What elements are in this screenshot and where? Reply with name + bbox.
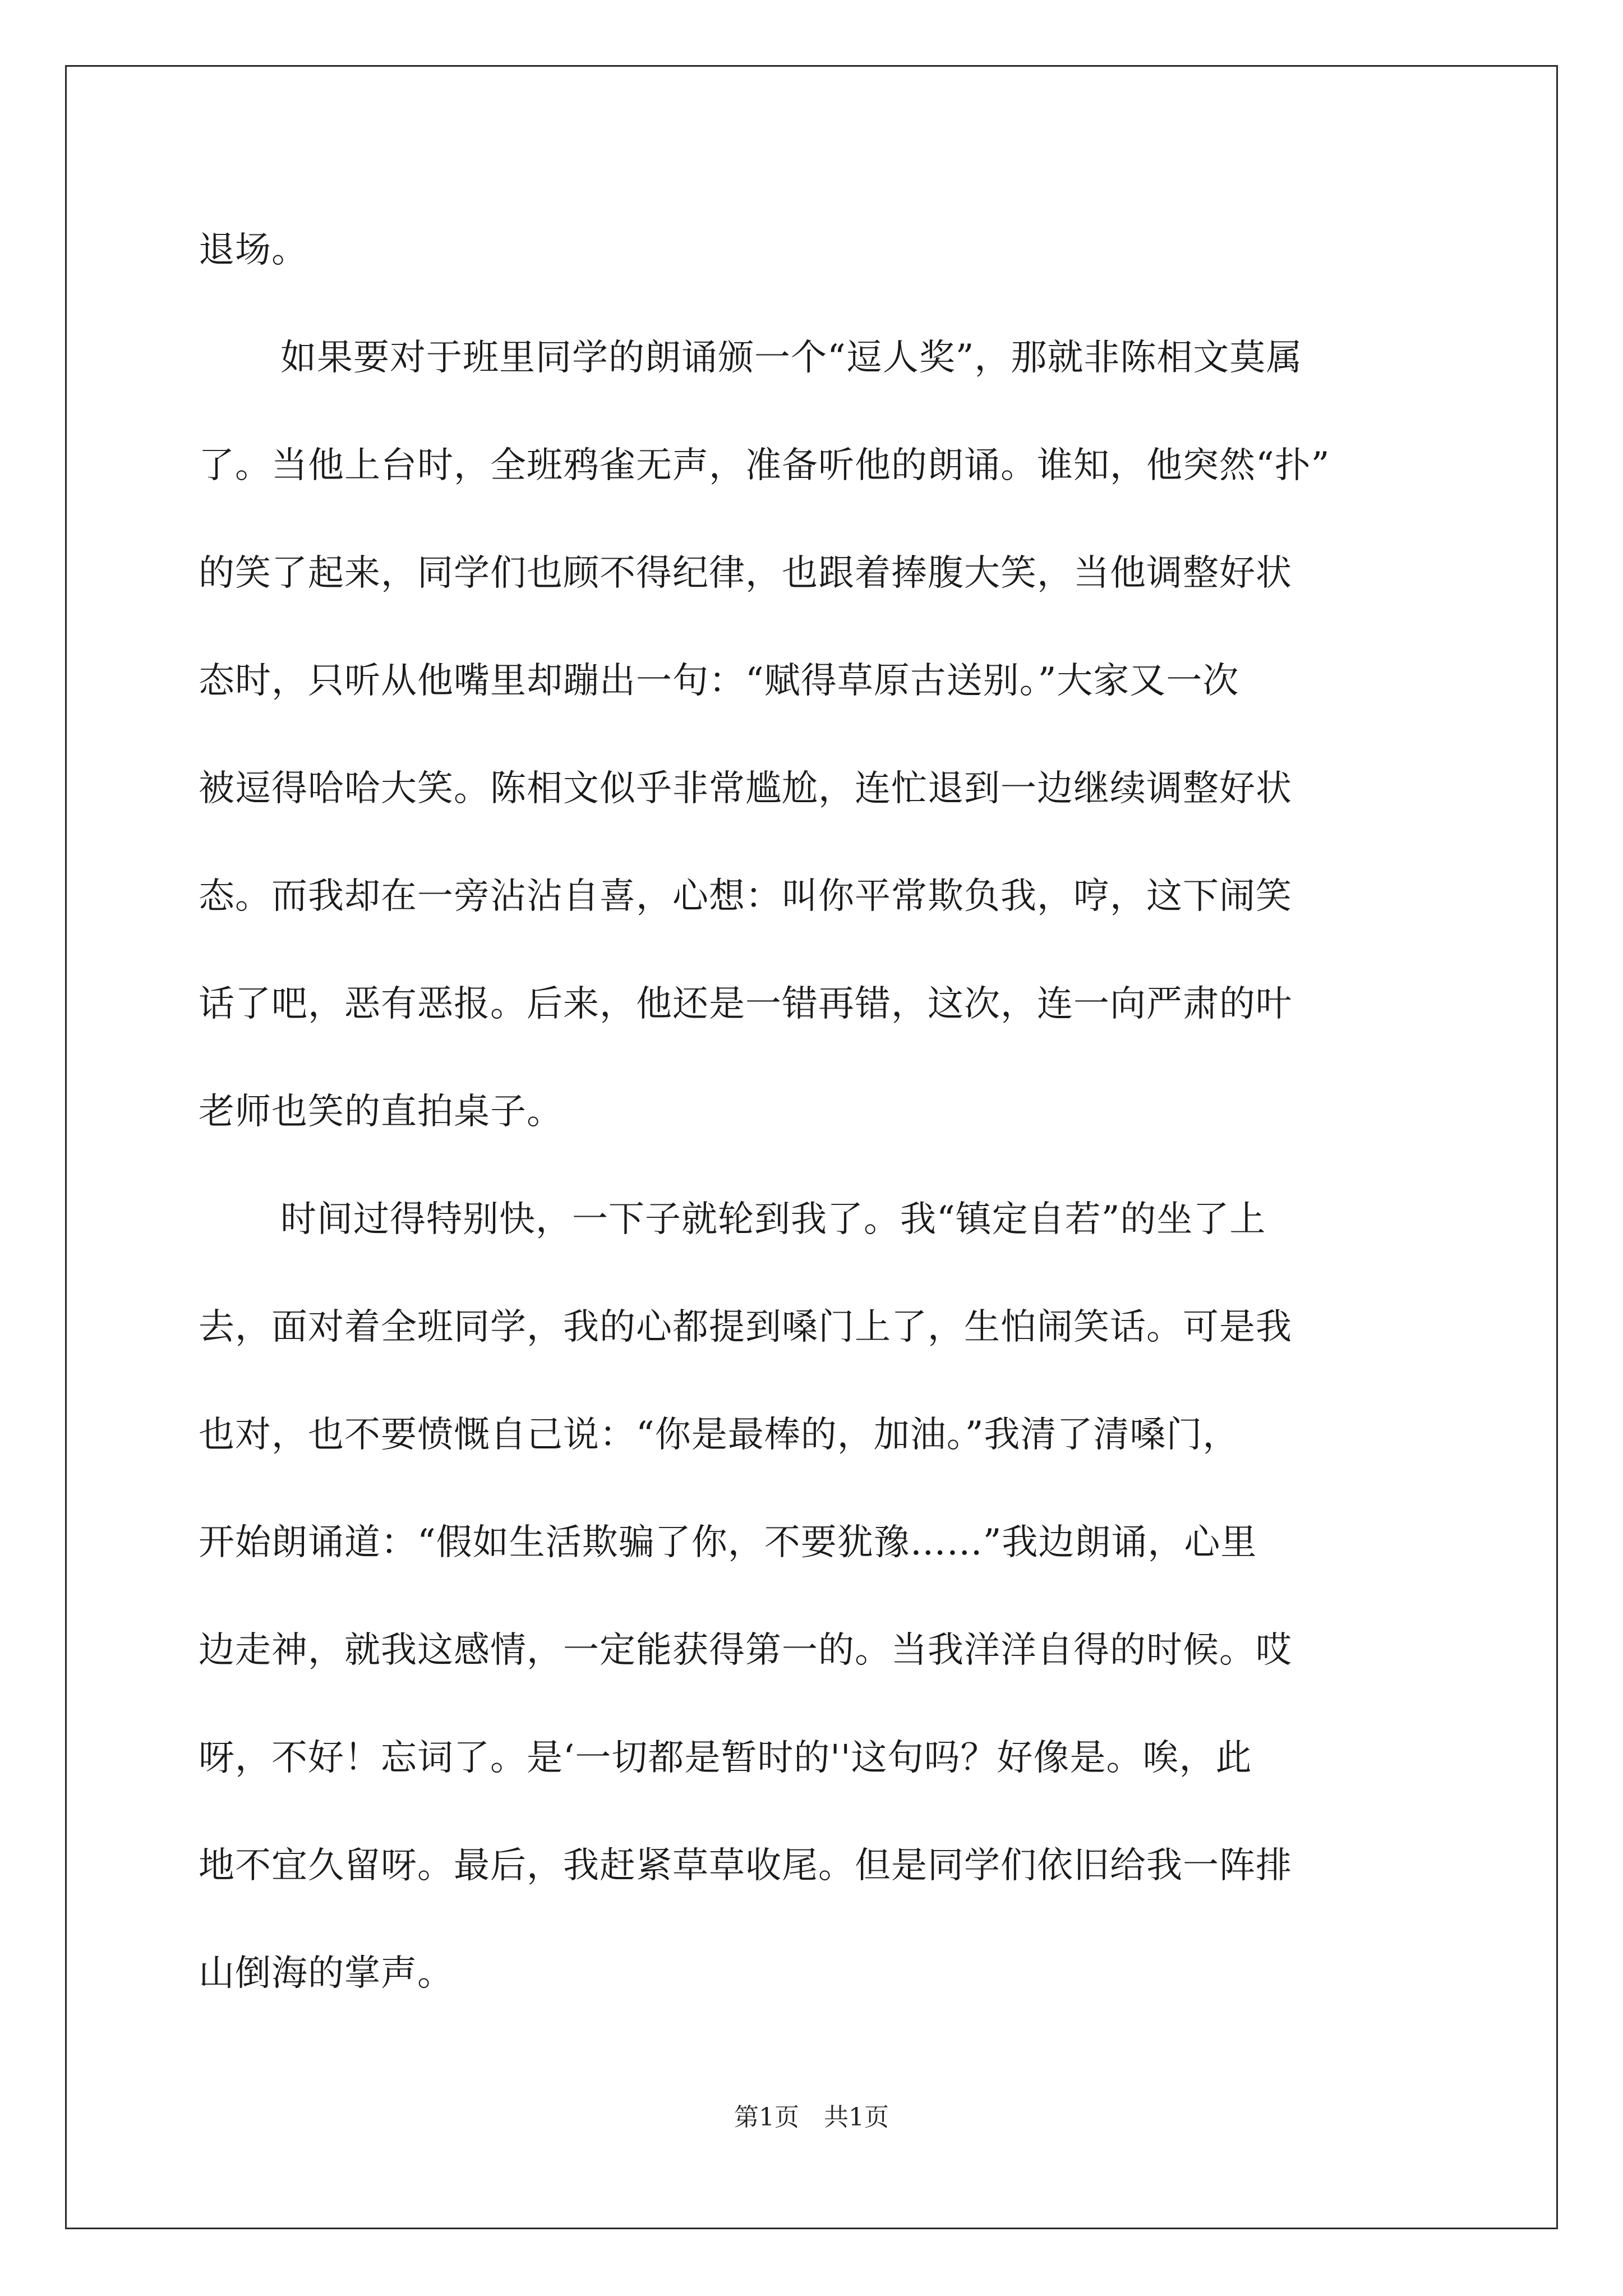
text-line: 去，面对着全班同学，我的心都提到嗓门上了，生怕闹笑话。可是我 (199, 1306, 1292, 1348)
page-number-footer: 第1页 共1页 (734, 2103, 889, 2132)
text-line: 时间过得特别快，一下子就轮到我了。我“镇定自若”的坐了上 (280, 1199, 1266, 1240)
text-line: 也对，也不要愤慨自己说：“你是最棒的，加油。”我清了清嗓门， (199, 1414, 1239, 1456)
document-body (199, 196, 1427, 2027)
text-line: 地不宜久留呀。最后，我赶紧草草收尾。但是同学们依旧给我一阵排 (199, 1845, 1292, 1887)
text-line: 如果要对于班里同学的朗诵颁一个“逗人奖”，那就非陈相文莫属 (280, 337, 1303, 379)
text-line: 态。而我却在一旁沾沾自喜，心想：叫你平常欺负我，哼，这下闹笑 (199, 876, 1292, 917)
text-line: 山倒海的掌声。 (199, 1953, 454, 1994)
text-line: 话了吧，恶有恶报。后来，他还是一错再错，这次，连一向严肃的叶 (199, 983, 1292, 1025)
text-line: 开始朗诵道：“假如生活欺骗了你，不要犹豫……”我边朗诵，心里 (199, 1522, 1257, 1563)
text-line: 边走神，就我这感情，一定能获得第一的。当我洋洋自得的时候。哎 (199, 1630, 1292, 1671)
text-line: 呀，不好！忘词了。是‘一切都是暂时的''这句吗？好像是。唉，此 (199, 1737, 1252, 1779)
text-line: 被逗得哈哈大笑。陈相文似乎非常尴尬，连忙退到一边继续调整好状 (199, 768, 1292, 809)
text-line: 了。当他上台时，全班鸦雀无声，准备听他的朗诵。谁知，他突然“扑” (199, 445, 1330, 486)
text-line: 的笑了起来，同学们也顾不得纪律，也跟着捧腹大笑，当他调整好状 (199, 553, 1292, 594)
text-line: 退场。 (199, 229, 308, 271)
text-line: 态时，只听从他嘴里却蹦出一句：“赋得草原古送别。”大家又一次 (199, 660, 1239, 702)
text-line: 老师也笑的直拍桌子。 (199, 1091, 563, 1133)
